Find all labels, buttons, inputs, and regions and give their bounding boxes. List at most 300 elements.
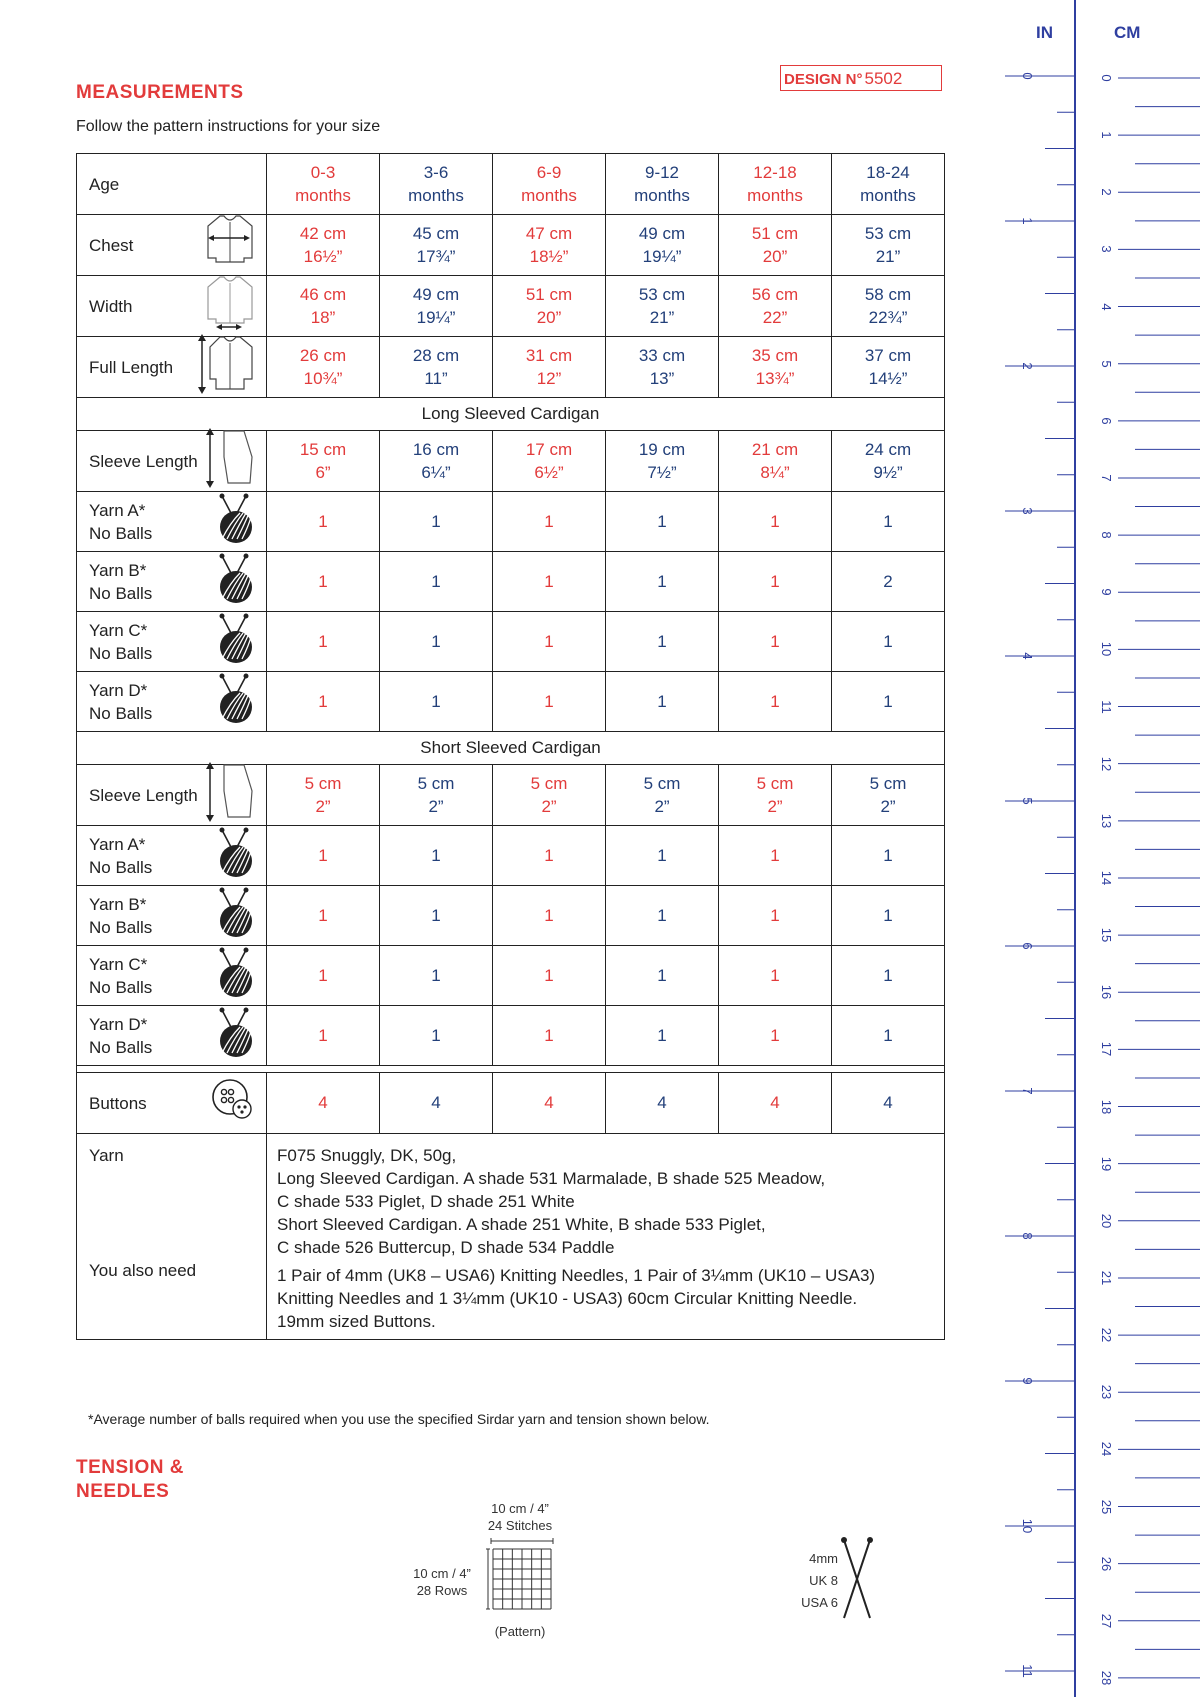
button-icon <box>210 1077 256 1129</box>
yarn-value: 1 <box>267 672 380 732</box>
measure-value <box>719 337 832 398</box>
value-metric: 58 cm <box>864 285 912 304</box>
yarn-value: 2 <box>832 552 945 612</box>
needle-usa: USA 6 <box>801 1595 838 1610</box>
yarn-sublabel: No Balls <box>89 977 153 997</box>
ruler-cm-label: 22 <box>1099 1327 1114 1343</box>
size-unit: months <box>860 186 916 205</box>
measure-value <box>493 337 606 398</box>
value-metric: 5 cm <box>417 774 455 793</box>
size-unit: months <box>634 186 690 205</box>
yarn-value: 1 <box>832 672 945 732</box>
yarn-value: 1 <box>380 492 493 552</box>
yarn-value: 1 <box>832 1006 945 1066</box>
value-metric: 5 cm <box>304 774 342 793</box>
yarn-value: 1 <box>267 552 380 612</box>
yarn-value: 1 <box>606 826 719 886</box>
yarn-value: 1 <box>267 886 380 946</box>
buttons-label-cell <box>77 1073 267 1134</box>
spacer <box>77 1066 945 1073</box>
measure-label: Width <box>89 296 133 316</box>
yarn-info-line: F075 Snuggly, DK, 50g, <box>277 1146 457 1165</box>
value-metric: 5 cm <box>643 774 681 793</box>
ruler-cm-label: 10 <box>1099 642 1114 657</box>
yarn-value: 1 <box>832 492 945 552</box>
yarn-label-cell <box>77 672 267 732</box>
ruler-cm-label: 9 <box>1099 588 1114 596</box>
value-imperial: 2” <box>315 797 331 816</box>
value-metric: 51 cm <box>751 224 799 243</box>
ruler-cm-label: 12 <box>1099 756 1114 771</box>
ruler-inch-label: 2 <box>1020 362 1035 370</box>
ruler-cm-label: CM <box>1114 23 1141 42</box>
value-metric: 53 cm <box>864 224 912 243</box>
measure-value <box>267 215 380 276</box>
yarn-ball-icon <box>212 553 256 611</box>
yarn-value: 1 <box>493 946 606 1006</box>
long-section-row <box>77 398 945 431</box>
value-metric: 26 cm <box>299 346 347 365</box>
value-imperial: 20” <box>536 308 562 327</box>
yarn-label-cell <box>77 886 267 946</box>
short-section-title: Short Sleeved Cardigan <box>77 732 945 765</box>
yarn-ball-icon <box>212 827 256 885</box>
yarn-value: 1 <box>719 612 832 672</box>
sleeve-value <box>719 765 832 826</box>
yarn-value: 1 <box>267 946 380 1006</box>
yarn-label: Yarn A* <box>89 500 146 520</box>
yarn-label: Yarn C* <box>89 954 148 974</box>
short-section-row <box>77 732 945 765</box>
yarn-value: 1 <box>606 672 719 732</box>
ruler-cm-label: 0 <box>1099 74 1114 82</box>
value-imperial: 14½” <box>868 369 908 388</box>
ruler-cm-label: 19 <box>1099 1156 1114 1171</box>
value-imperial: 8¼” <box>760 463 790 482</box>
value-imperial: 18½” <box>529 247 569 266</box>
yarn-sublabel: No Balls <box>89 703 153 723</box>
measure-label: Full Length <box>89 357 174 377</box>
value-metric: 19 cm <box>638 440 686 459</box>
yarn-sublabel: No Balls <box>89 523 153 543</box>
age-row <box>77 154 945 215</box>
yarn-value: 1 <box>380 1006 493 1066</box>
yarn-row <box>77 1006 945 1066</box>
ruler-cm-label: 4 <box>1099 302 1114 311</box>
size-header <box>832 154 945 215</box>
yarn-info-label: Yarn <box>89 1146 124 1165</box>
ruler-inch-label: 4 <box>1020 652 1035 660</box>
value-imperial: 21” <box>649 308 675 327</box>
measure-label-cell <box>77 337 267 398</box>
value-imperial: 13¾” <box>755 369 795 388</box>
tension-pattern-label: (Pattern) <box>494 1624 546 1639</box>
size-header <box>267 154 380 215</box>
yarn-ball-icon <box>212 673 256 731</box>
yarn-info-line: Short Sleeved Cardigan. A shade 251 White, B shade 533 Piglet, <box>277 1215 766 1234</box>
yarn-ball-icon <box>212 887 256 945</box>
ruler-inch-label: 11 <box>1020 1664 1035 1678</box>
sleeve-value <box>606 431 719 492</box>
yarn-value: 1 <box>493 826 606 886</box>
sleeve-row <box>77 765 945 826</box>
yarn-value: 1 <box>380 826 493 886</box>
yarn-value: 1 <box>719 946 832 1006</box>
yarn-value: 1 <box>267 612 380 672</box>
value-metric: 42 cm <box>299 224 347 243</box>
yarn-value: 1 <box>606 1006 719 1066</box>
yarn-sublabel: No Balls <box>89 643 153 663</box>
measure-value <box>719 215 832 276</box>
tension-heading-line1: TENSION & <box>76 1457 184 1478</box>
measure-value <box>832 276 945 337</box>
yarn-value: 1 <box>832 886 945 946</box>
ruler-inch-label: 8 <box>1020 1232 1035 1240</box>
info-labels <box>77 1134 267 1340</box>
tension-height-line2: 28 Rows <box>416 1583 468 1598</box>
spacer-row <box>77 1066 945 1073</box>
yarn-sublabel: No Balls <box>89 917 153 937</box>
sleeve-label-cell <box>77 765 267 826</box>
ruler-cm-label: 26 <box>1099 1556 1114 1571</box>
buttons-value: 4 <box>493 1073 606 1134</box>
ruler-cm-label: 23 <box>1099 1384 1114 1400</box>
buttons-value: 4 <box>267 1073 380 1134</box>
value-metric: 16 cm <box>412 440 460 459</box>
sleeve-value <box>493 431 606 492</box>
yarn-ball-icon <box>212 493 256 551</box>
value-imperial: 21” <box>875 247 901 266</box>
sleeve-value <box>832 431 945 492</box>
design-number-badge <box>780 65 942 91</box>
value-metric: 46 cm <box>299 285 347 304</box>
sleeve-value <box>380 765 493 826</box>
size-header <box>380 154 493 215</box>
yarn-value: 1 <box>719 672 832 732</box>
value-imperial: 19¼” <box>642 247 682 266</box>
yarn-value: 1 <box>493 1006 606 1066</box>
measurements-heading: MEASUREMENTS <box>76 82 244 103</box>
measure-value <box>719 276 832 337</box>
yarn-value: 1 <box>606 492 719 552</box>
yarn-row <box>77 946 945 1006</box>
measure-row <box>77 276 945 337</box>
value-metric: 45 cm <box>412 224 460 243</box>
ruler-cm-label: 8 <box>1099 531 1114 539</box>
yarn-row <box>77 826 945 886</box>
sleeve-value <box>493 765 606 826</box>
yarn-value: 1 <box>380 552 493 612</box>
value-imperial: 17¾” <box>416 247 456 266</box>
long-section-title: Long Sleeved Cardigan <box>77 398 945 431</box>
yarn-ball-icon <box>212 947 256 1005</box>
design-number: 5502 <box>864 69 903 88</box>
yarn-label: Yarn C* <box>89 620 148 640</box>
chest-icon <box>204 212 256 278</box>
yarn-value: 1 <box>606 886 719 946</box>
size-range: 0-3 <box>310 163 336 182</box>
sleeve-label: Sleeve Length <box>89 785 198 805</box>
yarn-value: 1 <box>493 492 606 552</box>
yarn-value: 1 <box>719 886 832 946</box>
measure-value <box>267 276 380 337</box>
yarn-label: Yarn D* <box>89 1014 148 1034</box>
ruler-cm-label: 13 <box>1099 813 1114 829</box>
ruler-cm-label: 5 <box>1099 360 1114 368</box>
measure-value <box>493 215 606 276</box>
tension-width-line2: 24 Stitches <box>487 1518 553 1533</box>
sleeve-label-cell <box>77 431 267 492</box>
ruler-inch-label: 9 <box>1020 1377 1035 1385</box>
value-imperial: 12” <box>536 369 562 388</box>
yarn-value: 1 <box>380 612 493 672</box>
ruler-inch-label: 5 <box>1020 797 1035 805</box>
value-imperial: 16½” <box>303 247 343 266</box>
value-metric: 17 cm <box>525 440 573 459</box>
ruler-cm-label: 2 <box>1099 188 1114 196</box>
tension-width-line1: 10 cm / 4” <box>491 1501 549 1516</box>
tension-heading-line2: NEEDLES <box>76 1481 170 1502</box>
value-imperial: 2” <box>541 797 557 816</box>
yarn-row <box>77 672 945 732</box>
tension-heading <box>76 1456 184 1504</box>
yarn-value: 1 <box>267 492 380 552</box>
value-metric: 37 cm <box>864 346 912 365</box>
sleeve-value <box>267 765 380 826</box>
width-icon <box>204 273 256 339</box>
size-range: 6-9 <box>536 163 562 182</box>
measure-value <box>606 215 719 276</box>
yarn-row <box>77 552 945 612</box>
yarn-label-cell <box>77 946 267 1006</box>
ruler-cm-label: 16 <box>1099 985 1114 1000</box>
ruler-inch-label: 0 <box>1020 72 1035 80</box>
yarn-value: 1 <box>719 552 832 612</box>
measure-row <box>77 337 945 398</box>
value-imperial: 6” <box>315 463 331 482</box>
ruler-cm-label: 15 <box>1099 927 1114 943</box>
yarn-label-cell <box>77 492 267 552</box>
yarn-ball-icon <box>212 613 256 671</box>
also-need-line: 1 Pair of 4mm (UK8 – USA6) Knitting Needles, 1 Pair of 3¼mm (UK10 – USA3) <box>277 1266 876 1285</box>
value-imperial: 11” <box>424 369 448 388</box>
buttons-row <box>77 1073 945 1134</box>
length-icon <box>196 333 256 401</box>
sleeve-value <box>606 765 719 826</box>
subtitle: Follow the pattern instructions for your size <box>76 118 381 135</box>
measure-label: Chest <box>89 235 134 255</box>
yarn-label-cell <box>77 612 267 672</box>
tension-height-label <box>402 1565 482 1599</box>
yarn-sublabel: No Balls <box>89 857 153 877</box>
sleeve-value <box>267 431 380 492</box>
yarn-label-cell <box>77 1006 267 1066</box>
value-metric: 5 cm <box>756 774 794 793</box>
size-range: 12-18 <box>753 163 797 182</box>
size-unit: months <box>295 186 351 205</box>
sleeve-value <box>719 431 832 492</box>
age-label: Age <box>77 154 267 215</box>
yarn-ball-icon <box>212 1007 256 1065</box>
value-imperial: 22” <box>762 308 788 327</box>
value-metric: 51 cm <box>525 285 573 304</box>
ruler-inch-label: 7 <box>1020 1087 1035 1095</box>
ruler-cm-label: 25 <box>1099 1499 1114 1514</box>
yarn-sublabel: No Balls <box>89 1037 153 1057</box>
yarn-value: 1 <box>832 826 945 886</box>
ruler-cm-label: 28 <box>1099 1670 1114 1686</box>
yarn-label-cell <box>77 552 267 612</box>
buttons-label: Buttons <box>89 1093 147 1113</box>
sleeve-icon <box>204 761 256 829</box>
yarn-value: 1 <box>719 492 832 552</box>
yarn-label: Yarn B* <box>89 560 147 580</box>
yarn-info-line: C shade 526 Buttercup, D shade 534 Paddle <box>277 1238 615 1257</box>
tension-width-label <box>470 1500 570 1534</box>
value-metric: 47 cm <box>525 224 573 243</box>
needle-size-label <box>790 1548 838 1614</box>
yarn-value: 1 <box>380 946 493 1006</box>
ruler-cm-label: 7 <box>1099 474 1114 482</box>
ruler-cm-label: 14 <box>1099 870 1114 886</box>
yarn-value: 1 <box>719 826 832 886</box>
yarn-info-line: Long Sleeved Cardigan. A shade 531 Marmalade, B shade 525 Meadow, <box>277 1169 826 1188</box>
crossed-needles-icon <box>838 1536 876 1622</box>
yarn-info-line: C shade 533 Piglet, D shade 251 White <box>277 1192 575 1211</box>
ruler-inch-label: 10 <box>1020 1518 1035 1534</box>
value-metric: 53 cm <box>638 285 686 304</box>
buttons-value: 4 <box>719 1073 832 1134</box>
value-imperial: 2” <box>654 797 670 816</box>
info-row <box>77 1134 945 1340</box>
value-imperial: 6½” <box>534 463 564 482</box>
value-imperial: 20” <box>762 247 788 266</box>
yarn-row <box>77 492 945 552</box>
design-label: DESIGN N° <box>784 71 863 88</box>
value-imperial: 2” <box>767 797 783 816</box>
yarn-value: 1 <box>493 672 606 732</box>
also-need-line: 19mm sized Buttons. <box>277 1312 436 1331</box>
yarn-row <box>77 612 945 672</box>
size-header <box>606 154 719 215</box>
ruler-cm-label: 1 <box>1099 131 1114 139</box>
measurements-table <box>76 153 945 1340</box>
size-header <box>719 154 832 215</box>
value-metric: 56 cm <box>751 285 799 304</box>
also-need-label: You also need <box>89 1261 197 1280</box>
size-range: 3-6 <box>423 163 449 182</box>
value-imperial: 10¾” <box>303 369 343 388</box>
value-metric: 31 cm <box>525 346 573 365</box>
yarn-value: 1 <box>606 612 719 672</box>
sleeve-icon <box>204 427 256 495</box>
info-text <box>267 1134 945 1340</box>
ruler-inch-label: 6 <box>1020 942 1035 950</box>
tension-grid-icon <box>486 1535 558 1615</box>
measure-value <box>380 215 493 276</box>
ruler-cm-label: 18 <box>1099 1099 1114 1114</box>
value-imperial: 9½” <box>873 463 903 482</box>
yarn-sublabel: No Balls <box>89 583 153 603</box>
value-metric: 35 cm <box>751 346 799 365</box>
yarn-value: 1 <box>493 886 606 946</box>
yarn-label: Yarn D* <box>89 680 148 700</box>
value-imperial: 18” <box>310 308 336 327</box>
yarn-value: 1 <box>832 612 945 672</box>
value-metric: 49 cm <box>638 224 686 243</box>
sleeve-row <box>77 431 945 492</box>
footnote: *Average number of balls required when you use the specified Sirdar yarn and tension shown below. <box>88 1411 710 1427</box>
measure-value <box>832 215 945 276</box>
measure-value <box>606 276 719 337</box>
value-metric: 28 cm <box>412 346 460 365</box>
value-metric: 15 cm <box>299 440 347 459</box>
ruler-cm-label: 11 <box>1099 699 1114 714</box>
yarn-value: 1 <box>380 886 493 946</box>
yarn-value: 1 <box>606 946 719 1006</box>
value-imperial: 13” <box>649 369 675 388</box>
yarn-label-cell <box>77 826 267 886</box>
size-unit: months <box>521 186 577 205</box>
ruler-in-label: IN <box>1036 23 1053 42</box>
sleeve-label: Sleeve Length <box>89 451 198 471</box>
yarn-label: Yarn B* <box>89 894 147 914</box>
measure-value <box>267 337 380 398</box>
size-range: 18-24 <box>866 163 910 182</box>
ruler-cm-label: 6 <box>1099 417 1114 425</box>
buttons-value: 4 <box>832 1073 945 1134</box>
sleeve-value <box>832 765 945 826</box>
also-need-line: Knitting Needles and 1 3¼mm (UK10 - USA3) 60cm Circular Knitting Needle. <box>277 1289 858 1308</box>
needle-uk: UK 8 <box>809 1573 838 1588</box>
size-unit: months <box>747 186 803 205</box>
value-metric: 5 cm <box>530 774 568 793</box>
yarn-value: 1 <box>493 552 606 612</box>
ruler-inch-label: 3 <box>1020 507 1035 515</box>
value-metric: 49 cm <box>412 285 460 304</box>
yarn-value: 1 <box>606 552 719 612</box>
value-metric: 33 cm <box>638 346 686 365</box>
size-header <box>493 154 606 215</box>
measure-value <box>606 337 719 398</box>
buttons-value: 4 <box>606 1073 719 1134</box>
yarn-value: 1 <box>493 612 606 672</box>
value-metric: 5 cm <box>869 774 907 793</box>
ruler-inch-label: 1 <box>1020 217 1035 225</box>
value-imperial: 2” <box>880 797 896 816</box>
yarn-value: 1 <box>267 1006 380 1066</box>
value-imperial: 6¼” <box>421 463 451 482</box>
measure-label-cell <box>77 276 267 337</box>
ruler-cm-label: 3 <box>1099 245 1114 254</box>
tension-height-line1: 10 cm / 4” <box>413 1566 471 1581</box>
ruler-cm-label: 17 <box>1099 1042 1114 1057</box>
buttons-value: 4 <box>380 1073 493 1134</box>
value-metric: 24 cm <box>864 440 912 459</box>
yarn-value: 1 <box>832 946 945 1006</box>
yarn-row <box>77 886 945 946</box>
ruler-cm-label: 20 <box>1099 1213 1114 1229</box>
yarn-value: 1 <box>719 1006 832 1066</box>
ruler-cm-label: 27 <box>1099 1613 1114 1628</box>
size-range: 9-12 <box>644 163 680 182</box>
value-metric: 21 cm <box>751 440 799 459</box>
ruler-cm-label: 24 <box>1099 1442 1114 1457</box>
yarn-label: Yarn A* <box>89 834 146 854</box>
measure-row <box>77 215 945 276</box>
sleeve-value <box>380 431 493 492</box>
value-imperial: 7½” <box>647 463 677 482</box>
